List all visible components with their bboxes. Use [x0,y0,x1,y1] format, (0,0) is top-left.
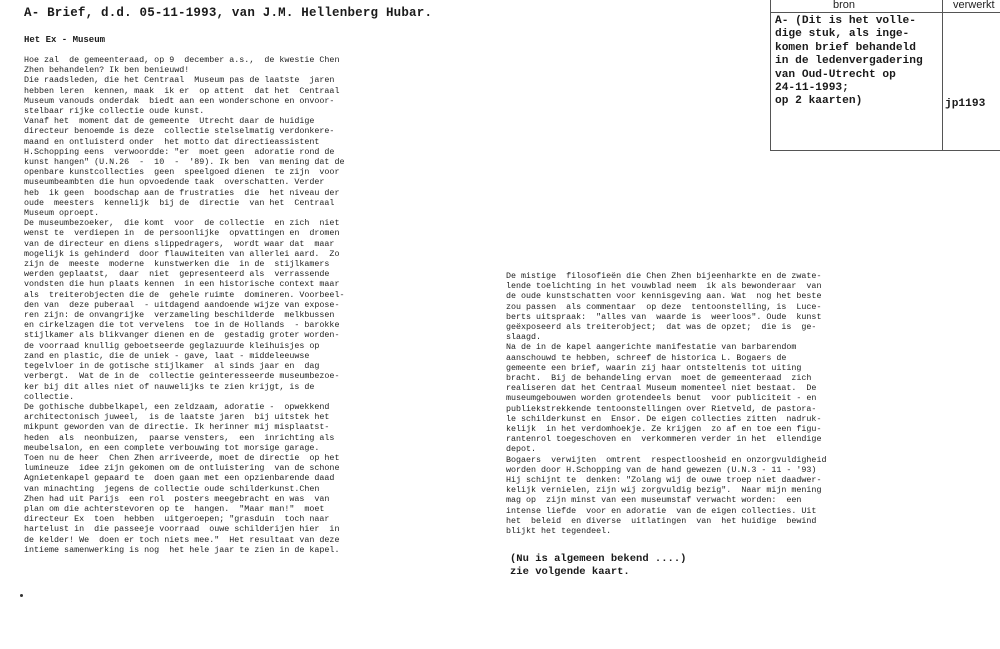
source-box-divider [771,12,1000,13]
source-box-column-divider [942,0,943,150]
letter-header: A- Brief, d.d. 05-11-1993, van J.M. Hellenberg Hubar. [24,6,433,20]
source-box [770,0,1000,151]
closing-note: (Nu is algemeen bekend ....) [510,553,687,565]
verwerkt-code: jp1193 [945,98,986,110]
verwerkt-label: verwerkt [953,0,995,11]
bron-label: bron [833,0,856,11]
right-column-text: De mistige filosofieën die Chen Zhen bijeenharkte en de zwate- lende toelichting in het vouwblad neem ik als bewonderaar van de oude kunstschatten voor kennisgeving aan. Wat nog het beste zou passen als commentaar op deze tentoonstelling, is Luce- berts uitspraak: "alles van waarde is weerloos". Oude kunst geëxposeerd als treiterobject; dat was de opzet; die is ge- slaagd. Na de in de kapel aangerichte manifestatie van barbarendom aanschouwd te hebben, schreef de historica L. Bogaers de gemeente een brief, waarin zij haar ontsteltenis tot uiting bracht. Bij de behandeling ervan moet de gemeenteraad zich realiseren dat het Centraal Museum momenteel niet bestaat. De museumgebouwen worden grotendeels benut voor publiciteit - en publiekstrekkende tentoonstellingen over Rietveld, de pastora- le schilderkunst en Ensor. De eigen collecties zitten nadruk- kelijk in het verdomhoekje. Ze krijgen zo af en toe een figu- rantenrol toegeschoven en verkommeren verder in het ellendige depot. Bogaers verwijten omtrent respectloosheid en onzorgvuldigheid worden door H.Schopping van de hand gewezen (U.N.3 - 11 - '93) Hij schijnt te denken: "Zolang wij de ouwe troep niet daadwer- kelijk vernielen, zijn wij zorgvuldig bezig". Naar mijn mening mag op zijn minst van een museumstaf verwacht worden: een intense liefde voor en adoratie van de eigen collecties. Uit het beleid en diverse uitlatingen van het huidige bewind blijkt het tegendeel. [506,271,827,537]
left-column-text: Hoe zal de gemeenteraad, op 9 december a.s., de kwestie Chen Zhen behandelen? Ik ben benieuwd! Die raadsleden, die het Centraal Museum pas de laatste jaren hebben leren kennen, maak ik er op attent dat het Centraal Museum vanouds onderdak biedt aan een wonderschone en onvoor- stelbaar rijke collectie oude kunst. Vanaf het moment dat de gemeente Utrecht daar de huidige directeur benoemde is deze collectie stelselmatig verdonkere- maand en ontluisterd onder het motto dat directieassistent H.Schopping eens verwoordde: "er moet geen adoratie rond de kunst hangen" (U.N.26 - 10 - '89). Ik ben van mening dat de openbare kunstcollecties geen speelgoed dienen te zijn voor museumbeambten die hun opvoedende taak overschatten. Verder heb ik geen boodschap aan de frustraties die het niveau der oude meesters kennelijk bij de directie van het Centraal Museum oproept. De museumbezoeker, die komt voor de collectie en zich niet wenst te verdiepen in de persoonlijke opvattingen en dromen van de directeur en diens slippedragers, wordt waar dat maar mogelijk is gehinderd door flauwiteiten van allerlei aard. Zo zijn de meeste moderne kunstwerken die in de stijlkamers werden geplaatst, daar niet gepresenteerd als verrassende vondsten die hun plaats kennen in een historische context maar als treiterobjecten die de gehele ruimte domineren. Voorbeel- den van deze puberaal - uitdagend aandoende wijze van expose- ren zijn: de onvangrijke verzameling beschilderde melkbussen en cirkelzagen die tot vervelens toe in de Hollands - barokke stijlkamer als blikvanger dienen en de gestadig groter worden- de voorraad knullig geboetseerde geglazuurde kleihuisjes op zand en plastic, die de uniek - gave, laat - middeleeuwse tegelvloer in de gotische stijlkamer al sinds jaar en dag verbergt. Wat de in de collectie geinteresseerde museumbezoe- ker bij dit alles niet of nauwelijks te zien krijgt, is de collectie. De gothische dubbelkapel, een zeldzaam, adoratie - opwekkend architectonisch juweel, is de laatste jaren bij uitstek het mikpunt geworden van de directie. Ik herinner mij misplaatst- heden als neonbuizen, paarse vensters, een inrichting als meubelsalon, en een complete verbouwing tot morsige garage. Toen nu de heer Chen Zhen arriveerde, moet de directie op het lumineuze idee zijn gekomen om de ontluistering van de schone Agnietenkapel gepaard te doen gaan met een opzienbarende daad van minachting jegens de collectie oude schilderkunst.Chen Zhen had uit Parijs een rol posters meegebracht en was van plan om die achterstevoren op te hangen. "Maar man!" moet directeur Ex toen hebben uitgeroepen; "grasduin toch naar hartelust in die passeeje voorraad ouwe schilderijen hier in de kelder! We doen er toch niets mee." Het resultaat van deze intieme samenwerking is nog het hele jaar te zien in de kapel. [24,55,345,555]
stray-mark [20,594,23,597]
bron-text: A- (Dit is het volle- dige stuk, als inge- komen brief behandeld in de ledenvergadering van Oud-Utrecht op 24-11-1993; op 2 kaarten) [775,15,923,108]
section-title: Het Ex - Museum [24,35,106,45]
continuation-note: zie volgende kaart. [510,566,630,578]
